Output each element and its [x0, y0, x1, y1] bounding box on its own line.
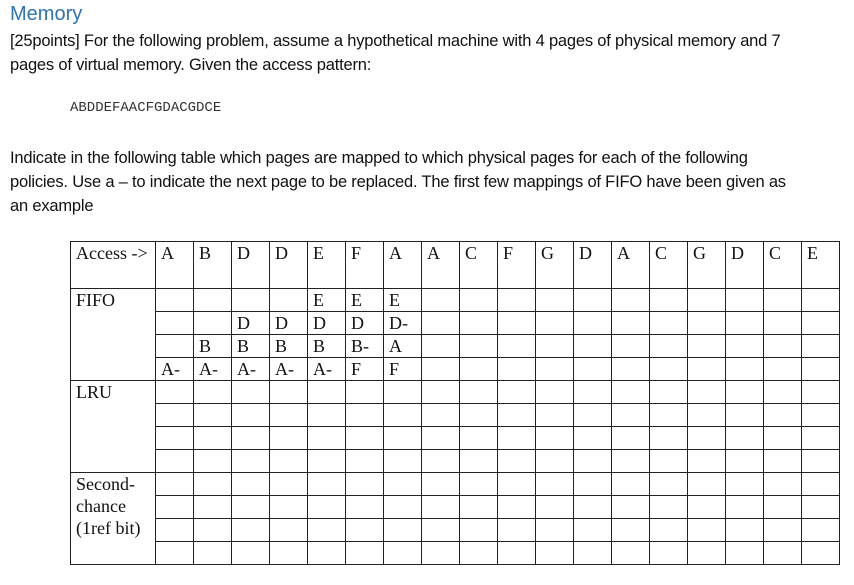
frame-cell[interactable]: [802, 312, 840, 335]
frame-cell[interactable]: [498, 335, 536, 358]
frame-cell: D: [346, 312, 384, 335]
frame-cell: F: [384, 358, 422, 381]
frame-cell[interactable]: [498, 473, 536, 496]
frame-cell[interactable]: [346, 496, 384, 519]
frame-cell[interactable]: [156, 289, 194, 312]
frame-cell[interactable]: [612, 358, 650, 381]
frame-cell[interactable]: [726, 450, 764, 473]
frame-cell[interactable]: [726, 496, 764, 519]
frame-cell: D: [308, 312, 346, 335]
frame-cell[interactable]: [422, 450, 460, 473]
access-pattern: ABDDEFAACFGDACGDCE: [70, 100, 222, 116]
instructions-text: Indicate in the following table which pages are mapped to which physical pages for each of the following policies. Use a – to indicate the next page to be replaced. The first few mappings of FIFO have been given as an example: [10, 149, 786, 215]
frame-cell[interactable]: [422, 312, 460, 335]
frame-cell[interactable]: [232, 404, 270, 427]
frame-cell[interactable]: [802, 381, 840, 404]
frame-cell[interactable]: [460, 496, 498, 519]
frame-cell[interactable]: [498, 496, 536, 519]
access-cell: A: [422, 242, 460, 289]
frame-cell[interactable]: [346, 519, 384, 542]
frame-cell[interactable]: [688, 404, 726, 427]
frame-cell[interactable]: [460, 358, 498, 381]
frame-cell[interactable]: [308, 519, 346, 542]
frame-cell: A: [384, 335, 422, 358]
frame-cell[interactable]: [308, 496, 346, 519]
frame-cell[interactable]: [764, 358, 802, 381]
frame-cell[interactable]: [422, 381, 460, 404]
frame-cell[interactable]: [422, 404, 460, 427]
frame-cell[interactable]: [688, 335, 726, 358]
table-row: [71, 312, 840, 335]
frame-cell[interactable]: [460, 335, 498, 358]
frame-cell[interactable]: [536, 427, 574, 450]
frame-cell[interactable]: [650, 289, 688, 312]
frame-cell[interactable]: [650, 335, 688, 358]
access-cell: F: [346, 242, 384, 289]
frame-cell: A-: [156, 358, 194, 381]
frame-cell[interactable]: [536, 404, 574, 427]
frame-cell[interactable]: [194, 450, 232, 473]
frame-cell[interactable]: [308, 381, 346, 404]
access-cell: D: [726, 242, 764, 289]
frame-cell[interactable]: [764, 312, 802, 335]
frame-cell[interactable]: [156, 473, 194, 496]
frame-cell[interactable]: [726, 519, 764, 542]
frame-cell[interactable]: [422, 289, 460, 312]
frame-cell[interactable]: [802, 496, 840, 519]
frame-cell[interactable]: [726, 335, 764, 358]
frame-cell[interactable]: [498, 542, 536, 565]
frame-cell[interactable]: [460, 473, 498, 496]
frame-cell[interactable]: [612, 427, 650, 450]
frame-cell[interactable]: [270, 404, 308, 427]
frame-cell[interactable]: [726, 427, 764, 450]
frame-cell[interactable]: [574, 404, 612, 427]
frame-cell[interactable]: [536, 312, 574, 335]
frame-cell[interactable]: [232, 289, 270, 312]
frame-cell[interactable]: [764, 381, 802, 404]
frame-cell[interactable]: [536, 335, 574, 358]
table-row: [71, 404, 840, 427]
frame-cell: A-: [270, 358, 308, 381]
frame-cell[interactable]: [270, 473, 308, 496]
frame-cell[interactable]: [650, 450, 688, 473]
frame-cell[interactable]: [574, 312, 612, 335]
frame-cell[interactable]: [384, 496, 422, 519]
frame-cell[interactable]: [536, 381, 574, 404]
frame-cell[interactable]: [308, 542, 346, 565]
frame-cell[interactable]: [688, 427, 726, 450]
frame-cell[interactable]: [612, 519, 650, 542]
frame-cell[interactable]: [802, 358, 840, 381]
frame-cell[interactable]: [460, 427, 498, 450]
frame-cell[interactable]: [802, 473, 840, 496]
frame-cell[interactable]: [422, 519, 460, 542]
frame-cell[interactable]: [346, 473, 384, 496]
frame-cell[interactable]: [270, 542, 308, 565]
frame-cell[interactable]: [232, 381, 270, 404]
frame-cell: B: [270, 335, 308, 358]
frame-cell[interactable]: [460, 404, 498, 427]
frame-cell: E: [384, 289, 422, 312]
frame-cell[interactable]: [802, 450, 840, 473]
frame-cell[interactable]: [194, 496, 232, 519]
frame-cell[interactable]: [308, 450, 346, 473]
frame-cell[interactable]: [422, 427, 460, 450]
frame-cell[interactable]: [764, 519, 802, 542]
access-cell: B: [194, 242, 232, 289]
frame-cell[interactable]: [802, 404, 840, 427]
frame-cell: D-: [384, 312, 422, 335]
frame-cell: D: [270, 312, 308, 335]
table-row: [71, 519, 840, 542]
frame-cell[interactable]: [726, 358, 764, 381]
frame-cell[interactable]: [460, 312, 498, 335]
table-row: [71, 450, 840, 473]
frame-cell[interactable]: [536, 519, 574, 542]
frame-cell[interactable]: [232, 542, 270, 565]
frame-cell[interactable]: [422, 473, 460, 496]
table-row: [71, 335, 840, 358]
frame-cell[interactable]: [574, 450, 612, 473]
frame-cell[interactable]: [688, 542, 726, 565]
frame-cell[interactable]: [726, 473, 764, 496]
frame-cell[interactable]: [688, 450, 726, 473]
access-cell: D: [232, 242, 270, 289]
access-cell: C: [650, 242, 688, 289]
frame-cell[interactable]: [764, 335, 802, 358]
frame-cell[interactable]: [688, 381, 726, 404]
frame-cell[interactable]: [574, 542, 612, 565]
access-cell: G: [688, 242, 726, 289]
header-label: Access ->: [71, 242, 156, 289]
frame-cell: B: [232, 335, 270, 358]
frame-cell: F: [346, 358, 384, 381]
frame-cell[interactable]: [384, 427, 422, 450]
frame-cell[interactable]: [688, 473, 726, 496]
frame-cell[interactable]: [232, 496, 270, 519]
frame-cell[interactable]: [688, 519, 726, 542]
frame-cell[interactable]: [802, 427, 840, 450]
frame-cell[interactable]: [688, 358, 726, 381]
frame-cell[interactable]: [460, 289, 498, 312]
frame-cell[interactable]: [270, 519, 308, 542]
frame-cell[interactable]: [346, 450, 384, 473]
frame-cell[interactable]: [384, 381, 422, 404]
table-row: [71, 427, 840, 450]
frame-cell[interactable]: [194, 289, 232, 312]
frame-cell[interactable]: [384, 473, 422, 496]
frame-cell[interactable]: [460, 542, 498, 565]
frame-cell[interactable]: [270, 381, 308, 404]
access-cell: E: [308, 242, 346, 289]
access-cell: D: [270, 242, 308, 289]
frame-cell[interactable]: [156, 404, 194, 427]
frame-cell[interactable]: [574, 358, 612, 381]
frame-cell: E: [308, 289, 346, 312]
frame-cell[interactable]: [726, 542, 764, 565]
frame-cell[interactable]: [536, 473, 574, 496]
frame-cell[interactable]: [612, 450, 650, 473]
frame-cell[interactable]: [346, 427, 384, 450]
frame-cell[interactable]: [536, 450, 574, 473]
frame-cell[interactable]: [270, 289, 308, 312]
frame-cell[interactable]: [764, 404, 802, 427]
frame-cell[interactable]: [574, 289, 612, 312]
frame-cell: B: [308, 335, 346, 358]
frame-cell[interactable]: [764, 542, 802, 565]
frame-cell[interactable]: [498, 519, 536, 542]
frame-cell[interactable]: [422, 542, 460, 565]
access-cell: A: [156, 242, 194, 289]
frame-cell[interactable]: [650, 381, 688, 404]
frame-cell[interactable]: [346, 404, 384, 427]
frame-cell[interactable]: [650, 358, 688, 381]
frame-cell[interactable]: [612, 542, 650, 565]
access-cell: E: [802, 242, 840, 289]
frame-cell[interactable]: [688, 312, 726, 335]
frame-cell: E: [346, 289, 384, 312]
frame-cell[interactable]: [384, 519, 422, 542]
frame-cell[interactable]: [726, 381, 764, 404]
frame-cell: B: [194, 335, 232, 358]
frame-cell: B-: [346, 335, 384, 358]
frame-cell[interactable]: [574, 496, 612, 519]
frame-cell[interactable]: [194, 404, 232, 427]
frame-cell: A-: [232, 358, 270, 381]
frame-cell[interactable]: [764, 289, 802, 312]
frame-cell[interactable]: [346, 542, 384, 565]
frame-cell[interactable]: [612, 312, 650, 335]
frame-cell[interactable]: [764, 496, 802, 519]
policy-label: FIFO: [71, 289, 156, 381]
frame-cell: A-: [308, 358, 346, 381]
table-row: [71, 289, 840, 312]
access-cell: C: [460, 242, 498, 289]
intro-text: [25points] For the following problem, assume a hypothetical machine with 4 pages of physical memory and 7 pages of virtual memory. Given the access pattern:: [10, 32, 781, 74]
table-row: [71, 542, 840, 565]
frame-cell[interactable]: [802, 289, 840, 312]
frame-cell[interactable]: [612, 381, 650, 404]
frame-cell[interactable]: [612, 473, 650, 496]
frame-cell[interactable]: [764, 450, 802, 473]
frame-cell[interactable]: [802, 335, 840, 358]
frame-cell[interactable]: [232, 473, 270, 496]
table-row: [71, 381, 840, 404]
policy-label: Second-chance (1ref bit): [71, 473, 156, 565]
frame-cell[interactable]: [194, 542, 232, 565]
frame-cell[interactable]: [232, 450, 270, 473]
frame-cell[interactable]: [764, 473, 802, 496]
frame-cell[interactable]: [156, 496, 194, 519]
frame-cell[interactable]: [384, 404, 422, 427]
frame-cell[interactable]: [308, 427, 346, 450]
frame-cell[interactable]: [726, 404, 764, 427]
frame-cell[interactable]: [308, 473, 346, 496]
access-cell: A: [612, 242, 650, 289]
frame-cell[interactable]: [156, 427, 194, 450]
frame-cell[interactable]: [384, 542, 422, 565]
frame-cell: A-: [194, 358, 232, 381]
frame-cell[interactable]: [650, 427, 688, 450]
frame-cell[interactable]: [574, 473, 612, 496]
frame-cell[interactable]: [156, 312, 194, 335]
header-row: [71, 242, 840, 289]
frame-cell[interactable]: [460, 381, 498, 404]
access-cell: C: [764, 242, 802, 289]
frame-cell[interactable]: [156, 450, 194, 473]
frame-cell[interactable]: [194, 427, 232, 450]
frame-cell[interactable]: [156, 542, 194, 565]
frame-cell[interactable]: [194, 473, 232, 496]
frame-cell[interactable]: [422, 335, 460, 358]
frame-cell[interactable]: [726, 289, 764, 312]
table-row: [71, 496, 840, 519]
frame-cell[interactable]: [270, 427, 308, 450]
access-cell: A: [384, 242, 422, 289]
frame-cell[interactable]: [460, 519, 498, 542]
frame-cell[interactable]: [232, 427, 270, 450]
frame-cell[interactable]: [612, 335, 650, 358]
frame-cell[interactable]: [574, 381, 612, 404]
frame-cell[interactable]: [156, 381, 194, 404]
frame-cell[interactable]: [612, 404, 650, 427]
frame-cell[interactable]: [156, 335, 194, 358]
frame-cell[interactable]: [650, 496, 688, 519]
frame-cell[interactable]: [650, 404, 688, 427]
frame-cell[interactable]: [232, 519, 270, 542]
frame-cell[interactable]: [308, 404, 346, 427]
frame-cell[interactable]: [194, 312, 232, 335]
table-row: [71, 473, 840, 496]
frame-cell[interactable]: [498, 427, 536, 450]
frame-cell[interactable]: [612, 289, 650, 312]
frame-cell[interactable]: [384, 450, 422, 473]
frame-cell[interactable]: [536, 289, 574, 312]
frame-cell[interactable]: [270, 496, 308, 519]
policy-label: LRU: [71, 381, 156, 473]
frame-cell[interactable]: [574, 335, 612, 358]
frame-cell[interactable]: [650, 542, 688, 565]
frame-cell[interactable]: [650, 519, 688, 542]
frame-cell[interactable]: [764, 427, 802, 450]
frame-cell[interactable]: [422, 358, 460, 381]
frame-cell[interactable]: [574, 519, 612, 542]
frame-cell: D: [232, 312, 270, 335]
frame-cell[interactable]: [270, 450, 308, 473]
frame-cell[interactable]: [574, 427, 612, 450]
frame-cell[interactable]: [802, 542, 840, 565]
frame-cell[interactable]: [422, 496, 460, 519]
frame-cell[interactable]: [346, 381, 384, 404]
table-row: [71, 358, 840, 381]
frame-cell[interactable]: [498, 289, 536, 312]
frame-cell[interactable]: [194, 519, 232, 542]
frame-cell[interactable]: [498, 312, 536, 335]
frame-cell[interactable]: [688, 289, 726, 312]
frame-cell[interactable]: [156, 519, 194, 542]
frame-cell[interactable]: [802, 519, 840, 542]
frame-cell[interactable]: [536, 542, 574, 565]
access-cell: F: [498, 242, 536, 289]
access-cell: G: [536, 242, 574, 289]
frame-cell[interactable]: [194, 381, 232, 404]
frame-cell[interactable]: [498, 404, 536, 427]
frame-cell[interactable]: [460, 450, 498, 473]
section-title: Memory: [10, 3, 83, 25]
frame-cell[interactable]: [498, 381, 536, 404]
frame-cell[interactable]: [498, 450, 536, 473]
frame-cell[interactable]: [650, 312, 688, 335]
frame-cell[interactable]: [498, 358, 536, 381]
frame-cell[interactable]: [688, 496, 726, 519]
access-cell: D: [574, 242, 612, 289]
frame-cell[interactable]: [536, 358, 574, 381]
frame-cell[interactable]: [650, 473, 688, 496]
frame-cell[interactable]: [726, 312, 764, 335]
frame-cell[interactable]: [612, 496, 650, 519]
page-mapping-table: [70, 241, 840, 565]
frame-cell[interactable]: [536, 496, 574, 519]
